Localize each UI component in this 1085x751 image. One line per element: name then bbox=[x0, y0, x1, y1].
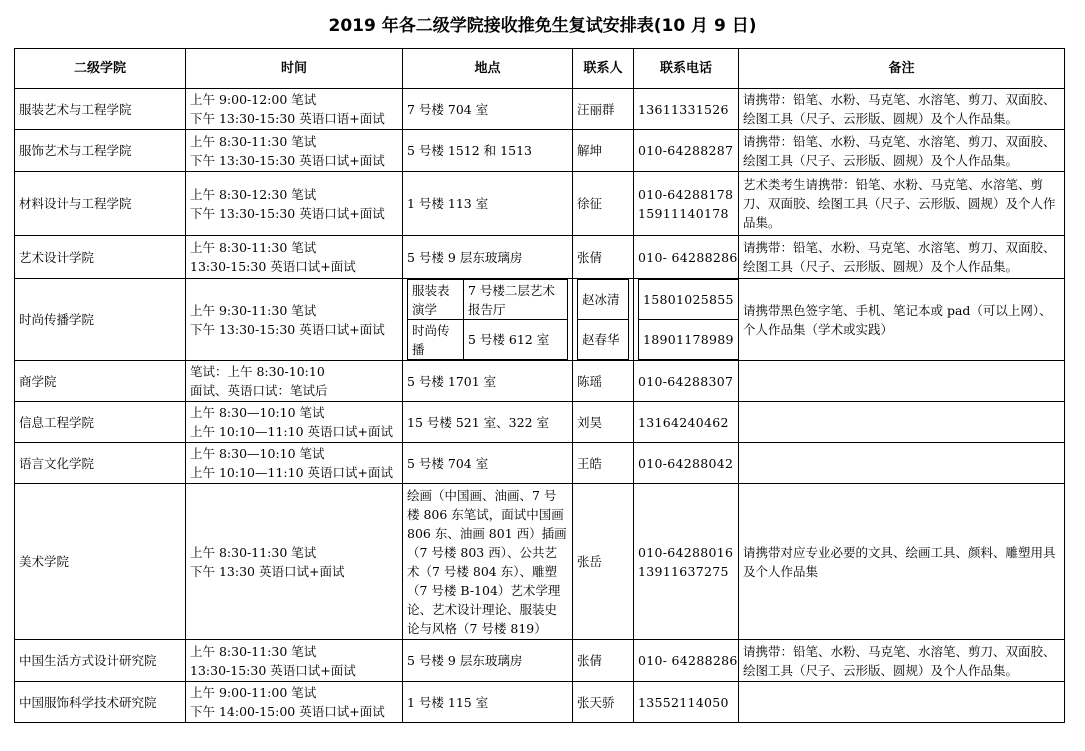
notes-cell bbox=[739, 402, 1065, 443]
time-line: 上午 9:30-11:30 笔试 bbox=[190, 302, 317, 318]
notes-cell: 请携带：铅笔、水粉、马克笔、水溶笔、剪刀、双面胶、绘图工具（尺子、云形版、圆规）及个人作品集。 bbox=[739, 236, 1065, 279]
sub-phone-table bbox=[638, 279, 739, 360]
notes-cell: 艺术类考生请携带：铅笔、水粉、马克笔、水溶笔、剪刀、双面胶、绘图工具（尺子、云形版、圆规）及个人作品集。 bbox=[739, 172, 1065, 236]
time-line: 下午 14:00-15:00 英语口试+面试 bbox=[190, 704, 385, 719]
contact-cell: 汪丽群 bbox=[573, 89, 634, 130]
table-row bbox=[15, 484, 1065, 640]
phone-number: 010- 64288286 bbox=[638, 653, 738, 668]
location-cell: 1 号楼 113 室 bbox=[403, 172, 573, 236]
time-cell bbox=[186, 402, 403, 443]
sub-contact-table bbox=[577, 279, 629, 360]
time-line: 下午 13:30 英语口试+面试 bbox=[190, 563, 345, 579]
notes-cell: 请携带对应专业必要的文具、绘画工具、颜料、雕塑用具及个人作品集 bbox=[739, 484, 1065, 640]
phone-cell bbox=[634, 279, 739, 361]
phone-number: 13611331526 bbox=[638, 101, 729, 117]
location-cell: 7 号楼 704 室 bbox=[403, 89, 573, 130]
college-cell: 服装艺术与工程学院 bbox=[15, 89, 186, 130]
phone-cell bbox=[634, 443, 739, 484]
time-line: 上午 9:00-11:00 笔试 bbox=[190, 685, 317, 700]
contact-cell: 徐征 bbox=[573, 172, 634, 236]
notes-cell bbox=[739, 682, 1065, 723]
table-row bbox=[15, 640, 1065, 682]
time-cell bbox=[186, 443, 403, 484]
location-cell: 5 号楼 1701 室 bbox=[403, 361, 573, 402]
table-row bbox=[15, 682, 1065, 723]
time-line: 上午 8:30-11:30 笔试 bbox=[190, 133, 317, 149]
college-cell: 商学院 bbox=[15, 361, 186, 402]
contact-cell: 张天骄 bbox=[573, 682, 634, 723]
college-cell: 信息工程学院 bbox=[15, 402, 186, 443]
phone-number: 010- 64288286 bbox=[638, 249, 738, 265]
phone-number: 010-64288178 bbox=[638, 186, 734, 202]
col-header-notes: 备注 bbox=[739, 49, 1065, 89]
phone-cell bbox=[634, 130, 739, 172]
college-cell: 美术学院 bbox=[15, 484, 186, 640]
col-header-contact: 联系人 bbox=[573, 49, 634, 89]
time-line: 13:30-15:30 英语口试+面试 bbox=[190, 259, 356, 274]
contact-cell: 陈瑶 bbox=[573, 361, 634, 402]
table-row bbox=[15, 279, 1065, 361]
program-location: 5 号楼 612 室 bbox=[464, 320, 568, 360]
phone-cell bbox=[634, 172, 739, 236]
contact-cell: 刘昊 bbox=[573, 402, 634, 443]
time-line: 上午 8:30-12:30 笔试 bbox=[190, 186, 317, 202]
time-cell bbox=[186, 130, 403, 172]
college-cell: 语言文化学院 bbox=[15, 443, 186, 484]
time-line: 上午 8:30-11:30 笔试 bbox=[190, 240, 317, 255]
college-cell: 材料设计与工程学院 bbox=[15, 172, 186, 236]
time-cell bbox=[186, 89, 403, 130]
time-line: 下午 13:30-15:30 英语口语+面试 bbox=[190, 111, 385, 126]
notes-cell bbox=[739, 443, 1065, 484]
phone-cell bbox=[634, 361, 739, 402]
table-row bbox=[15, 172, 1065, 236]
notes-cell: 请携带：铅笔、水粉、马克笔、水溶笔、剪刀、双面胶、绘图工具（尺子、云形版、圆规）及个人作品集。 bbox=[739, 130, 1065, 172]
contact-cell: 王皓 bbox=[573, 443, 634, 484]
program-location: 7 号楼二层艺术报告厅 bbox=[464, 280, 568, 320]
time-line: 下午 13:30-15:30 英语口试+面试 bbox=[190, 152, 385, 168]
col-header-location: 地点 bbox=[403, 49, 573, 89]
time-line: 下午 13:30-15:30 英语口试+面试 bbox=[190, 205, 385, 221]
location-cell: 5 号楼 704 室 bbox=[403, 443, 573, 484]
time-line: 上午 10:10—11:10 英语口试+面试 bbox=[190, 424, 393, 439]
college-cell: 中国生活方式设计研究院 bbox=[15, 640, 186, 682]
col-header-college: 二级学院 bbox=[15, 49, 186, 89]
program-phone: 15801025855 bbox=[639, 280, 739, 320]
header-row bbox=[15, 49, 1065, 89]
time-line: 下午 13:30-15:30 英语口试+面试 bbox=[190, 321, 385, 337]
location-cell: 5 号楼 9 层东玻璃房 bbox=[403, 236, 573, 279]
phone-cell bbox=[634, 402, 739, 443]
time-line: 上午 9:00-12:00 笔试 bbox=[190, 92, 317, 107]
contact-cell: 张岳 bbox=[573, 484, 634, 640]
phone-cell bbox=[634, 640, 739, 682]
table-row bbox=[15, 236, 1065, 279]
time-line: 面试、英语口试：笔试后 bbox=[190, 383, 328, 398]
program-label: 时尚传播 bbox=[408, 320, 464, 360]
time-line: 上午 8:30—10:10 笔试 bbox=[190, 446, 325, 461]
notes-cell: 请携带黑色签字笔、手机、笔记本或 pad（可以上网）、个人作品集（学术或实践） bbox=[739, 279, 1065, 361]
program-contact: 赵春华 bbox=[578, 320, 629, 360]
location-cell bbox=[403, 279, 573, 361]
phone-number: 13552114050 bbox=[638, 694, 729, 710]
phone-cell bbox=[634, 236, 739, 279]
time-line: 上午 8:30—10:10 笔试 bbox=[190, 405, 325, 420]
col-header-time: 时间 bbox=[186, 49, 403, 89]
schedule-table bbox=[14, 48, 1065, 723]
location-cell: 1 号楼 115 室 bbox=[403, 682, 573, 723]
contact-cell: 张倩 bbox=[573, 640, 634, 682]
time-cell bbox=[186, 682, 403, 723]
notes-cell bbox=[739, 361, 1065, 402]
time-line: 上午 8:30-11:30 笔试 bbox=[190, 544, 317, 560]
contact-cell: 解坤 bbox=[573, 130, 634, 172]
time-cell bbox=[186, 279, 403, 361]
program-label: 服装表演学 bbox=[408, 280, 464, 320]
time-cell bbox=[186, 361, 403, 402]
phone-number: 010-64288042 bbox=[638, 455, 734, 471]
location-cell: 5 号楼 9 层东玻璃房 bbox=[403, 640, 573, 682]
time-cell bbox=[186, 236, 403, 279]
location-cell: 5 号楼 1512 和 1513 bbox=[403, 130, 573, 172]
sub-location-table bbox=[407, 279, 568, 360]
col-header-phone: 联系电话 bbox=[634, 49, 739, 89]
notes-cell: 请携带：铅笔、水粉、马克笔、水溶笔、剪刀、双面胶、绘图工具（尺子、云形版、圆规）及个人作品集。 bbox=[739, 89, 1065, 130]
location-cell: 15 号楼 521 室、322 室 bbox=[403, 402, 573, 443]
table-row bbox=[15, 402, 1065, 443]
time-line: 上午 8:30-11:30 笔试 bbox=[190, 643, 317, 659]
phone-number: 13911637275 bbox=[638, 563, 729, 579]
program-phone: 18901178989 bbox=[639, 320, 739, 360]
phone-number: 010-64288016 bbox=[638, 544, 734, 560]
time-line: 笔试：上午 8:30-10:10 bbox=[190, 364, 325, 379]
phone-number: 010-64288307 bbox=[638, 373, 734, 389]
college-cell: 中国服饰科学技术研究院 bbox=[15, 682, 186, 723]
notes-cell: 请携带：铅笔、水粉、马克笔、水溶笔、剪刀、双面胶、绘图工具（尺子、云形版、圆规）及个人作品集。 bbox=[739, 640, 1065, 682]
location-cell: 绘画（中国画、油画、7 号楼 806 东笔试，面试中国画 806 东、油画 801 西）插画（7 号楼 803 西）、公共艺术（7 号楼 804 东）、雕塑（7 号楼 B-104）艺术学理论、艺术设计理论、服装史论与风格（7 号楼 819） bbox=[403, 484, 573, 640]
time-cell bbox=[186, 172, 403, 236]
college-cell: 时尚传播学院 bbox=[15, 279, 186, 361]
time-cell bbox=[186, 484, 403, 640]
phone-number: 010-64288287 bbox=[638, 143, 734, 158]
table-row bbox=[15, 130, 1065, 172]
phone-cell bbox=[634, 484, 739, 640]
contact-cell bbox=[573, 279, 634, 361]
phone-number: 13164240462 bbox=[638, 414, 729, 430]
table-row bbox=[15, 361, 1065, 402]
page-title: 2019 年各二级学院接收推免生复试安排表(10 月 9 日) bbox=[328, 16, 757, 36]
college-cell: 服饰艺术与工程学院 bbox=[15, 130, 186, 172]
program-contact: 赵冰清 bbox=[578, 280, 629, 320]
time-line: 上午 10:10—11:10 英语口试+面试 bbox=[190, 465, 393, 480]
phone-number: 15911140178 bbox=[638, 205, 729, 221]
phone-cell bbox=[634, 89, 739, 130]
table-row bbox=[15, 443, 1065, 484]
table-row bbox=[15, 89, 1065, 130]
phone-cell bbox=[634, 682, 739, 723]
contact-cell: 张倩 bbox=[573, 236, 634, 279]
time-cell bbox=[186, 640, 403, 682]
time-line: 13:30-15:30 英语口试+面试 bbox=[190, 662, 356, 678]
college-cell: 艺术设计学院 bbox=[15, 236, 186, 279]
